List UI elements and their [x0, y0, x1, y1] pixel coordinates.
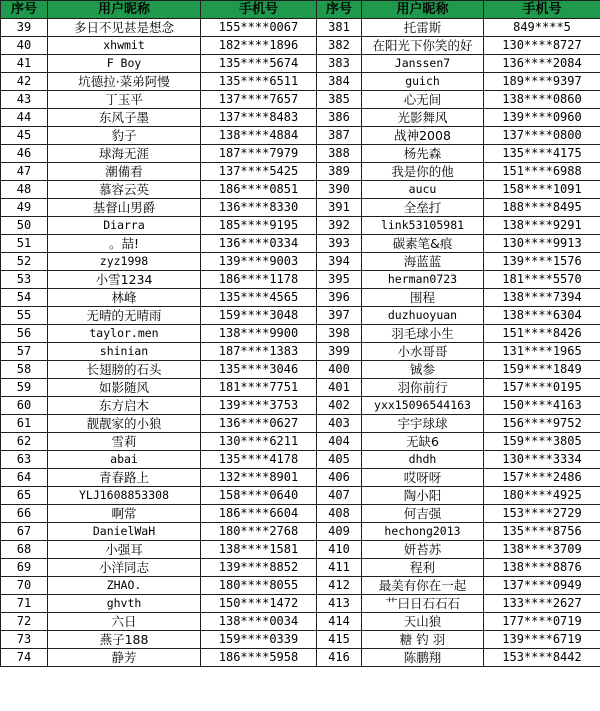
nickname-cell[interactable]: 小雪1234 [48, 271, 201, 289]
row-index-cell[interactable]: 48 [1, 181, 48, 199]
row-index-cell[interactable]: 403 [317, 415, 362, 433]
phone-cell[interactable]: 159****0339 [201, 631, 317, 649]
nickname-cell[interactable]: 球海无涯 [48, 145, 201, 163]
phone-cell[interactable]: 187****7979 [201, 145, 317, 163]
row-index-cell[interactable]: 63 [1, 451, 48, 469]
table-row [1, 343, 600, 361]
phone-cell[interactable]: 180****8055 [201, 577, 317, 595]
header-index[interactable]: 序号 [317, 1, 362, 19]
phone-cell[interactable]: 153****2729 [484, 505, 600, 523]
nickname-cell[interactable]: F Boy [48, 55, 201, 73]
table-row [1, 631, 600, 649]
nickname-cell[interactable]: 围程 [362, 289, 484, 307]
phone-cell[interactable]: 139****3753 [201, 397, 317, 415]
row-index-cell[interactable]: 56 [1, 325, 48, 343]
table-row [1, 289, 600, 307]
nickname-cell[interactable]: 燕子188 [48, 631, 201, 649]
nickname-cell[interactable]: 东方启木 [48, 397, 201, 415]
row-index-cell[interactable]: 60 [1, 397, 48, 415]
phone-cell[interactable]: 135****5674 [201, 55, 317, 73]
table-row [1, 361, 600, 379]
table-row [1, 163, 600, 181]
table-row [1, 649, 600, 667]
phone-cell[interactable]: 186****0851 [201, 181, 317, 199]
row-index-cell[interactable]: 66 [1, 505, 48, 523]
nickname-cell[interactable]: herman0723 [362, 271, 484, 289]
nickname-cell[interactable]: 托雷斯 [362, 19, 484, 37]
nickname-cell[interactable]: 慕容云英 [48, 181, 201, 199]
nickname-cell[interactable]: hechong2013 [362, 523, 484, 541]
nickname-cell[interactable]: 无晴的无晴雨 [48, 307, 201, 325]
header-nickname[interactable]: 用户昵称 [362, 1, 484, 19]
phone-cell[interactable]: 153****8442 [484, 649, 600, 667]
table-row [1, 199, 600, 217]
row-index-cell[interactable]: 385 [317, 91, 362, 109]
nickname-cell[interactable]: 妍苔苏 [362, 541, 484, 559]
header-index[interactable]: 序号 [1, 1, 48, 19]
row-index-cell[interactable]: 411 [317, 559, 362, 577]
table-row [1, 235, 600, 253]
phone-cell[interactable]: 189****9397 [484, 73, 600, 91]
row-index-cell[interactable]: 401 [317, 379, 362, 397]
table-row [1, 145, 600, 163]
row-index-cell[interactable]: 64 [1, 469, 48, 487]
phone-cell[interactable]: 151****8426 [484, 325, 600, 343]
nickname-cell[interactable]: 天山狼 [362, 613, 484, 631]
row-index-cell[interactable]: 68 [1, 541, 48, 559]
row-index-cell[interactable]: 52 [1, 253, 48, 271]
row-index-cell[interactable]: 42 [1, 73, 48, 91]
nickname-cell[interactable]: xhwmit [48, 37, 201, 55]
row-index-cell[interactable]: 47 [1, 163, 48, 181]
header-row [1, 1, 600, 19]
row-index-cell[interactable]: 397 [317, 307, 362, 325]
table-row [1, 217, 600, 235]
row-index-cell[interactable]: 67 [1, 523, 48, 541]
nickname-cell[interactable]: 如影随风 [48, 379, 201, 397]
row-index-cell[interactable]: 51 [1, 235, 48, 253]
row-index-cell[interactable]: 396 [317, 289, 362, 307]
row-index-cell[interactable]: 59 [1, 379, 48, 397]
phone-cell[interactable]: 130****6211 [201, 433, 317, 451]
row-index-cell[interactable]: 57 [1, 343, 48, 361]
row-index-cell[interactable]: 389 [317, 163, 362, 181]
row-index-cell[interactable]: 412 [317, 577, 362, 595]
row-index-cell[interactable]: 41 [1, 55, 48, 73]
table-row [1, 613, 600, 631]
row-index-cell[interactable]: 74 [1, 649, 48, 667]
nickname-cell[interactable]: 小强耳 [48, 541, 201, 559]
row-index-cell[interactable]: 394 [317, 253, 362, 271]
row-index-cell[interactable]: 414 [317, 613, 362, 631]
phone-cell[interactable]: 186****1178 [201, 271, 317, 289]
phone-cell[interactable]: 135****4178 [201, 451, 317, 469]
row-index-cell[interactable]: 40 [1, 37, 48, 55]
phone-cell[interactable]: 136****8330 [201, 199, 317, 217]
nickname-cell[interactable]: 何吉强 [362, 505, 484, 523]
row-index-cell[interactable]: 44 [1, 109, 48, 127]
nickname-cell[interactable]: link53105981 [362, 217, 484, 235]
table-row [1, 451, 600, 469]
row-index-cell[interactable]: 400 [317, 361, 362, 379]
phone-cell[interactable]: 158****0640 [201, 487, 317, 505]
nickname-cell[interactable]: Janssen7 [362, 55, 484, 73]
nickname-cell[interactable]: ghvth [48, 595, 201, 613]
nickname-cell[interactable]: yxx15096544163 [362, 397, 484, 415]
row-index-cell[interactable]: 65 [1, 487, 48, 505]
table-row [1, 433, 600, 451]
phone-cell[interactable]: 159****3048 [201, 307, 317, 325]
nickname-cell[interactable]: dhdh [362, 451, 484, 469]
phone-cell[interactable]: 135****6511 [201, 73, 317, 91]
row-index-cell[interactable]: 39 [1, 19, 48, 37]
row-index-cell[interactable]: 415 [317, 631, 362, 649]
table-row [1, 91, 600, 109]
row-index-cell[interactable]: 45 [1, 127, 48, 145]
row-index-cell[interactable]: 398 [317, 325, 362, 343]
nickname-cell[interactable]: 铖参 [362, 361, 484, 379]
row-index-cell[interactable]: 387 [317, 127, 362, 145]
phone-cell[interactable]: 138****0860 [484, 91, 600, 109]
table-row [1, 415, 600, 433]
phone-cell[interactable]: 136****0627 [201, 415, 317, 433]
nickname-cell[interactable]: shinian [48, 343, 201, 361]
row-index-cell[interactable]: 406 [317, 469, 362, 487]
nickname-cell[interactable]: 东风子墨 [48, 109, 201, 127]
phone-cell[interactable]: 138****4884 [201, 127, 317, 145]
nickname-cell[interactable]: 坑德拉·菜弟阿慢 [48, 73, 201, 91]
nickname-cell[interactable]: 雪莉 [48, 433, 201, 451]
phone-cell[interactable]: 130****9913 [484, 235, 600, 253]
phone-cell[interactable]: 138****9900 [201, 325, 317, 343]
nickname-cell[interactable]: 海蓝蓝 [362, 253, 484, 271]
nickname-cell[interactable]: 心无间 [362, 91, 484, 109]
nickname-cell[interactable]: 六日 [48, 613, 201, 631]
nickname-cell[interactable]: ZHAO. [48, 577, 201, 595]
row-index-cell[interactable]: 62 [1, 433, 48, 451]
phone-cell[interactable]: 150****4163 [484, 397, 600, 415]
nickname-cell[interactable]: 战神2008 [362, 127, 484, 145]
nickname-cell[interactable]: 多日不见甚是想念 [48, 19, 201, 37]
phone-cell[interactable]: 159****3805 [484, 433, 600, 451]
table-row [1, 523, 600, 541]
nickname-cell[interactable]: 丁玉平 [48, 91, 201, 109]
table-row [1, 559, 600, 577]
row-index-cell[interactable]: 407 [317, 487, 362, 505]
row-index-cell[interactable]: 384 [317, 73, 362, 91]
phone-cell[interactable]: 138****0034 [201, 613, 317, 631]
row-index-cell[interactable]: 49 [1, 199, 48, 217]
phone-cell[interactable]: 135****4175 [484, 145, 600, 163]
phone-cell[interactable]: 139****9003 [201, 253, 317, 271]
header-nickname[interactable]: 用户昵称 [48, 1, 201, 19]
phone-cell[interactable]: 138****3709 [484, 541, 600, 559]
table-row [1, 487, 600, 505]
phone-cell[interactable]: 158****1091 [484, 181, 600, 199]
table-row [1, 325, 600, 343]
phone-cell[interactable]: 136****2084 [484, 55, 600, 73]
nickname-cell[interactable]: guich [362, 73, 484, 91]
table-row [1, 307, 600, 325]
table-row [1, 55, 600, 73]
row-index-cell[interactable]: 43 [1, 91, 48, 109]
phone-cell[interactable]: 137****0800 [484, 127, 600, 145]
phone-cell[interactable]: 137****7657 [201, 91, 317, 109]
row-index-cell[interactable]: 382 [317, 37, 362, 55]
table-row [1, 469, 600, 487]
nickname-cell[interactable]: YLJ1608853308 [48, 487, 201, 505]
row-index-cell[interactable]: 53 [1, 271, 48, 289]
row-index-cell[interactable]: 386 [317, 109, 362, 127]
phone-cell[interactable]: 180****4925 [484, 487, 600, 505]
phone-cell[interactable]: 181****5570 [484, 271, 600, 289]
nickname-cell[interactable]: aucu [362, 181, 484, 199]
phone-cell[interactable]: 151****6988 [484, 163, 600, 181]
phone-cell[interactable]: 136****0334 [201, 235, 317, 253]
nickname-cell[interactable]: 光影舞风 [362, 109, 484, 127]
phone-cell[interactable]: 187****1383 [201, 343, 317, 361]
phone-cell[interactable]: 188****8495 [484, 199, 600, 217]
row-index-cell[interactable]: 416 [317, 649, 362, 667]
phone-cell[interactable]: 139****6719 [484, 631, 600, 649]
table-row [1, 127, 600, 145]
row-index-cell[interactable]: 388 [317, 145, 362, 163]
table-row [1, 181, 600, 199]
row-index-cell[interactable]: 55 [1, 307, 48, 325]
nickname-cell[interactable]: 羽你前行 [362, 379, 484, 397]
row-index-cell[interactable]: 391 [317, 199, 362, 217]
phone-cell[interactable]: 139****8852 [201, 559, 317, 577]
table-row [1, 541, 600, 559]
nickname-cell[interactable]: 靓靓家的小狼 [48, 415, 201, 433]
phone-cell[interactable]: 159****1849 [484, 361, 600, 379]
nickname-cell[interactable]: duzhuoyuan [362, 307, 484, 325]
phone-cell[interactable]: 135****8756 [484, 523, 600, 541]
row-index-cell[interactable]: 392 [317, 217, 362, 235]
row-index-cell[interactable]: 408 [317, 505, 362, 523]
phone-cell[interactable]: 131****1965 [484, 343, 600, 361]
nickname-cell[interactable]: 我是你的他 [362, 163, 484, 181]
nickname-cell[interactable]: 羽毛球小生 [362, 325, 484, 343]
header-phone[interactable]: 手机号 [484, 1, 600, 19]
nickname-cell[interactable]: 陈鹏翔 [362, 649, 484, 667]
nickname-cell[interactable]: zyz1998 [48, 253, 201, 271]
header-phone[interactable]: 手机号 [201, 1, 317, 19]
nickname-cell[interactable]: 无缺6 [362, 433, 484, 451]
phone-cell[interactable]: 177****0719 [484, 613, 600, 631]
nickname-cell[interactable]: 潮備看 [48, 163, 201, 181]
nickname-cell[interactable]: 小洋同志 [48, 559, 201, 577]
table-row [1, 595, 600, 613]
phone-cell[interactable]: 180****2768 [201, 523, 317, 541]
row-index-cell[interactable]: 61 [1, 415, 48, 433]
row-index-cell[interactable]: 381 [317, 19, 362, 37]
row-index-cell[interactable]: 395 [317, 271, 362, 289]
phone-cell[interactable]: 155****0067 [201, 19, 317, 37]
phone-cell[interactable]: 138****8876 [484, 559, 600, 577]
nickname-cell[interactable]: 林峰 [48, 289, 201, 307]
nickname-cell[interactable]: 程利 [362, 559, 484, 577]
phone-cell[interactable]: 150****1472 [201, 595, 317, 613]
phone-cell[interactable]: 137****5425 [201, 163, 317, 181]
nickname-cell[interactable]: 艹曰日石石石 [362, 595, 484, 613]
row-index-cell[interactable]: 383 [317, 55, 362, 73]
phone-cell[interactable]: 138****9291 [484, 217, 600, 235]
phone-cell[interactable]: 182****1896 [201, 37, 317, 55]
table-row [1, 379, 600, 397]
table-row [1, 253, 600, 271]
row-index-cell[interactable]: 390 [317, 181, 362, 199]
nickname-cell[interactable]: 哎呀呀 [362, 469, 484, 487]
phone-cell[interactable]: 133****2627 [484, 595, 600, 613]
nickname-cell[interactable]: 长翅膀的石头 [48, 361, 201, 379]
nickname-cell[interactable]: 宇宇球球 [362, 415, 484, 433]
phone-cell[interactable]: 181****7751 [201, 379, 317, 397]
table-body [1, 19, 600, 667]
nickname-cell[interactable]: 糖 钓 羽 [362, 631, 484, 649]
phone-cell[interactable]: 157****2486 [484, 469, 600, 487]
row-index-cell[interactable]: 399 [317, 343, 362, 361]
nickname-cell[interactable]: 啊常 [48, 505, 201, 523]
phone-cell[interactable]: 137****8483 [201, 109, 317, 127]
nickname-cell[interactable]: DanielWaH [48, 523, 201, 541]
phone-cell[interactable]: 130****3334 [484, 451, 600, 469]
table-row [1, 505, 600, 523]
table-row [1, 37, 600, 55]
phone-cell[interactable]: 135****3046 [201, 361, 317, 379]
phone-cell[interactable]: 132****8901 [201, 469, 317, 487]
table-row [1, 19, 600, 37]
phone-cell[interactable]: 156****9752 [484, 415, 600, 433]
nickname-cell[interactable]: 豹子 [48, 127, 201, 145]
phone-cell[interactable]: 157****0195 [484, 379, 600, 397]
phone-cell[interactable]: 186****5958 [201, 649, 317, 667]
nickname-cell[interactable]: 杨先森 [362, 145, 484, 163]
phone-cell[interactable]: 130****8727 [484, 37, 600, 55]
phone-cell[interactable]: 135****4565 [201, 289, 317, 307]
table-row [1, 73, 600, 91]
nickname-cell[interactable]: 基督山男爵 [48, 199, 201, 217]
nickname-cell[interactable]: 在阳光下你笑的好 [362, 37, 484, 55]
row-index-cell[interactable]: 410 [317, 541, 362, 559]
row-index-cell[interactable]: 409 [317, 523, 362, 541]
row-index-cell[interactable]: 404 [317, 433, 362, 451]
phone-cell[interactable]: 186****6604 [201, 505, 317, 523]
row-index-cell[interactable]: 73 [1, 631, 48, 649]
nickname-cell[interactable]: 静芳 [48, 649, 201, 667]
row-index-cell[interactable]: 72 [1, 613, 48, 631]
phone-cell[interactable]: 138****1581 [201, 541, 317, 559]
phone-cell[interactable]: 138****6304 [484, 307, 600, 325]
row-index-cell[interactable]: 54 [1, 289, 48, 307]
row-index-cell[interactable]: 46 [1, 145, 48, 163]
row-index-cell[interactable]: 393 [317, 235, 362, 253]
nickname-cell[interactable]: 最美有你在一起 [362, 577, 484, 595]
nickname-cell[interactable]: 陶小阳 [362, 487, 484, 505]
phone-cell[interactable]: 139****1576 [484, 253, 600, 271]
nickname-cell[interactable]: 。喆! [48, 235, 201, 253]
nickname-cell[interactable]: abai [48, 451, 201, 469]
row-index-cell[interactable]: 413 [317, 595, 362, 613]
row-index-cell[interactable]: 70 [1, 577, 48, 595]
row-index-cell[interactable]: 69 [1, 559, 48, 577]
table-row [1, 577, 600, 595]
row-index-cell[interactable]: 402 [317, 397, 362, 415]
phone-cell[interactable]: 185****9195 [201, 217, 317, 235]
table-row [1, 271, 600, 289]
table-row [1, 397, 600, 415]
phone-cell[interactable]: 137****0949 [484, 577, 600, 595]
phone-cell[interactable]: 138****7394 [484, 289, 600, 307]
phone-cell[interactable]: 139****0960 [484, 109, 600, 127]
nickname-cell[interactable]: taylor.men [48, 325, 201, 343]
row-index-cell[interactable]: 50 [1, 217, 48, 235]
row-index-cell[interactable]: 405 [317, 451, 362, 469]
row-index-cell[interactable]: 58 [1, 361, 48, 379]
nickname-cell[interactable]: 全垒打 [362, 199, 484, 217]
table-row [1, 109, 600, 127]
phone-cell[interactable]: 849****5 [484, 19, 600, 37]
nickname-cell[interactable]: 小水哥哥 [362, 343, 484, 361]
nickname-cell[interactable]: 碳素笔&痕 [362, 235, 484, 253]
row-index-cell[interactable]: 71 [1, 595, 48, 613]
nickname-cell[interactable]: 青春路上 [48, 469, 201, 487]
nickname-cell[interactable]: Diarra [48, 217, 201, 235]
